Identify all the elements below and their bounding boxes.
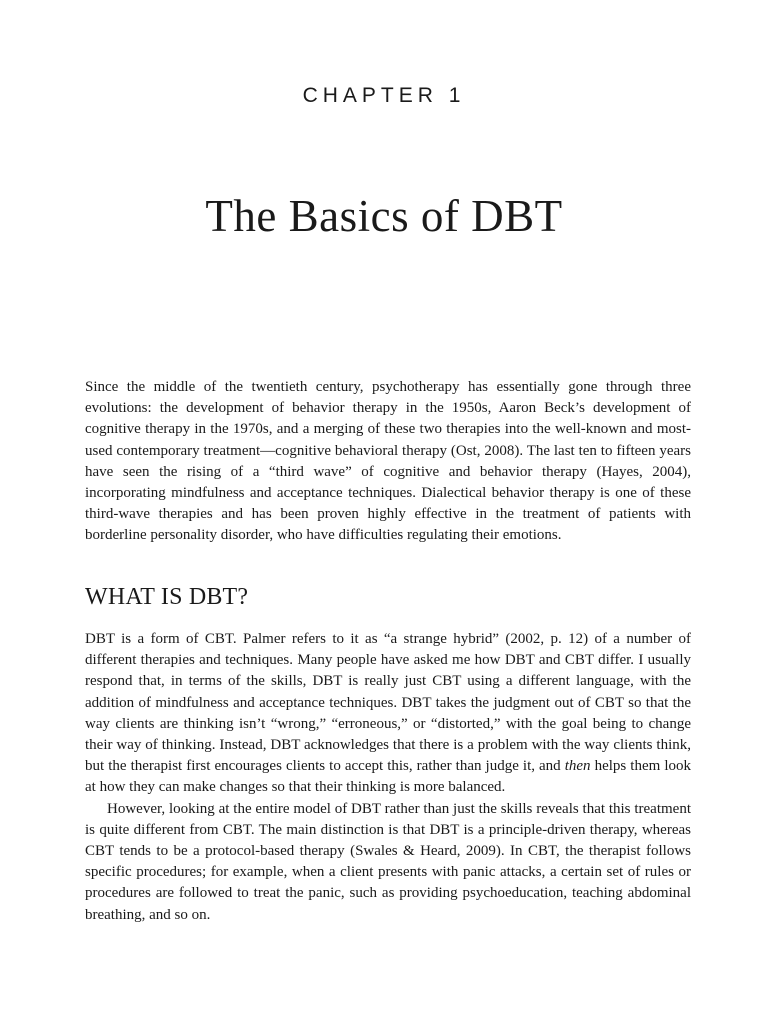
intro-paragraph: Since the middle of the twentieth century, psychotherapy has essentially gone through three evolutions: the development of behavior therapy in the 1950s, Aaron Beck’s development of cognitive therapy in the 1970s, and a merging of these two therapies into the well-known and most-used contemporary treatment—cognitive behavioral therapy (Ost, 2008). The last ten to fifteen years have seen the rising of a “third wave” of cognitive and behavior therapy (Hayes, 2004), incorporating mindfulness and acceptance techniques. Dialectical behavior therapy is one of these third-wave therapies and has been proven highly effective in the treatment of patients with borderline personality disorder, who have difficulties regulating their emotions. (85, 379, 691, 544)
chapter-title: The Basics of DBT (205, 191, 563, 241)
emphasis-text: then (564, 758, 591, 775)
section-paragraph-2: However, looking at the entire model of DBT rather than just the skills reveals that this treatment is quite different from CBT. The main distinction is that DBT is a principle-driven therapy, whereas CBT tends to be a protocol-based therapy (Swales & Heard, 2009). In CBT, the therapist follows specific procedures; for example, when a client presents with panic attacks, a certain set of rules or procedures are followed to treat the panic, such as providing psychoeducation, teaching abdominal breathing, and so on. (85, 800, 691, 923)
section-heading: WHAT IS DBT? (85, 584, 249, 610)
section-body (85, 629, 691, 926)
chapter-label: CHAPTER 1 (302, 84, 466, 107)
paragraph-text: helps them look at how they can make changes so that their thinking is more balanced. (85, 758, 692, 796)
paragraph-text: DBT is a form of CBT. Palmer refers to it as “a strange hybrid” (2002, p. 12) of a number of different therapies and techniques. Many people have asked me how DBT and CBT differ. I usually respond that, in terms of the skills, DBT is really just CBT using a different language, with the addition of mindfulness and acceptance techniques. DBT takes the judgment out of CBT so that the way clients are thinking isn’t “wrong,” “erroneous,” or “distorted,” with the goal being to change their way of thinking. Instead, DBT acknowledges that there is a problem with the way clients think, but the therapist first encourages clients to accept this, rather than judge it, and (85, 631, 691, 775)
section-paragraph-1 (85, 629, 691, 799)
